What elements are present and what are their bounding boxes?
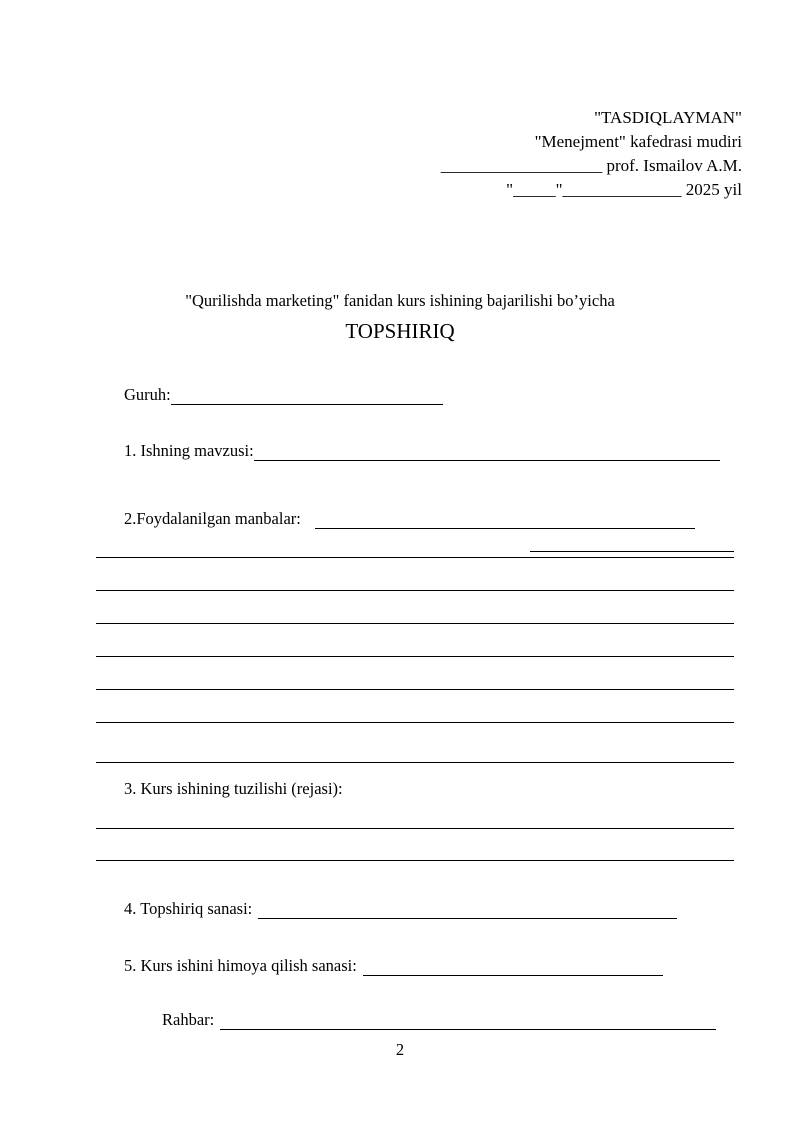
field-group (124, 385, 443, 405)
sources-rule-line-4[interactable] (96, 656, 734, 657)
approval-day-quote-open: " (506, 180, 514, 199)
sources-rule-line-2[interactable] (96, 590, 734, 591)
sources-rule-line-6[interactable] (96, 722, 734, 723)
field-sources-input[interactable] (315, 514, 695, 529)
subject-line: "Qurilishda marketing" fanidan kurs ishining bajarilishi bo’yicha (185, 291, 615, 310)
approval-block (441, 106, 742, 202)
page-title: TOPSHIRIQ (345, 319, 455, 343)
field-supervisor-input[interactable] (220, 1015, 716, 1030)
field-defense-date (124, 956, 663, 976)
approval-signature-rule: ___________________ (440, 156, 603, 175)
structure-rule-line-1[interactable] (96, 828, 734, 829)
sources-rule-line-5[interactable] (96, 689, 734, 690)
sources-rule-line-7[interactable] (96, 762, 734, 763)
approval-line-4 (441, 178, 742, 202)
approval-line-1: "TASDIQLAYMAN" (594, 108, 742, 127)
field-defense-date-label: 5. Kurs ishini himoya qilish sanasi: (124, 956, 357, 975)
sources-rule-line-1b[interactable] (530, 551, 734, 552)
field-assignment-date-label: 4. Topshiriq sanasi: (124, 899, 253, 918)
field-supervisor (162, 1010, 716, 1030)
field-assignment-date (124, 899, 677, 919)
approval-line-2: "Menejment" kafedrasi mudiri (534, 132, 742, 151)
field-structure-label: 3. Kurs ishining tuzilishi (rejasi): (124, 779, 343, 798)
field-topic (124, 441, 720, 461)
field-defense-date-input[interactable] (363, 961, 663, 976)
sources-rule-line-3[interactable] (96, 623, 734, 624)
sources-rule-line-1[interactable] (96, 557, 734, 558)
approval-month-rule: ______________ (562, 180, 682, 199)
page-number: 2 (395, 1040, 405, 1059)
field-sources (124, 509, 695, 529)
approval-name: prof. Ismailov A.M. (602, 156, 742, 175)
field-topic-label: 1. Ishning mavzusi: (124, 441, 254, 460)
field-assignment-date-input[interactable] (258, 904, 677, 919)
field-sources-label: 2.Foydalanilgan manbalar: (124, 509, 301, 528)
field-group-input[interactable] (171, 390, 443, 405)
approval-day-quote-close: " (555, 180, 563, 199)
field-supervisor-label: Rahbar: (162, 1010, 215, 1029)
structure-rule-line-2[interactable] (96, 860, 734, 861)
field-topic-input[interactable] (254, 446, 720, 461)
field-group-label: Guruh: (124, 385, 171, 404)
approval-day-rule: _____ (513, 180, 556, 199)
approval-year: 2025 yil (681, 180, 742, 199)
approval-line-3 (441, 154, 742, 178)
field-structure (124, 779, 343, 799)
